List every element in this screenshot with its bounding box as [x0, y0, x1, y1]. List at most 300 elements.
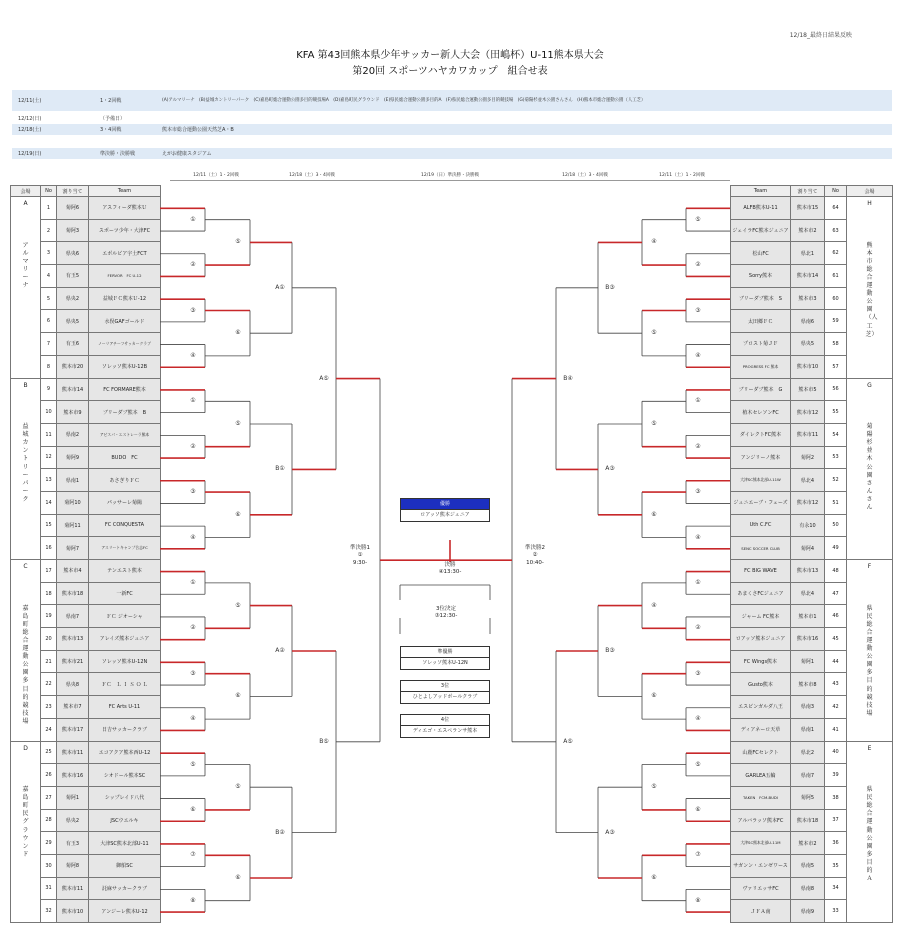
- team-seed: 熊本市11: [791, 423, 825, 446]
- team-no: 9: [41, 378, 57, 401]
- team-seed: 熊本市10: [57, 900, 89, 923]
- round-header: 12/11（土）1・2回戦: [659, 173, 705, 178]
- match-number: ⑥: [235, 874, 241, 881]
- team-name: 日吉サッカークラブ: [89, 718, 161, 741]
- team-seed: 菊阿8: [57, 854, 89, 877]
- team-name: 植木セレソンFC: [731, 401, 791, 424]
- fourth-place-header: 4位: [401, 715, 489, 726]
- team-no: 17: [41, 560, 57, 583]
- team-seed: 県南8: [791, 877, 825, 900]
- match-number: A③: [605, 828, 615, 836]
- schedule-round: 3・4回戦: [100, 127, 122, 133]
- match-number: ②: [190, 624, 196, 632]
- schedule-venue: (A)アルマリーナ (B)益城カントリーパーク (C)嘉島町総合運動公園多目的競技場A (D)嘉島町民グラウンド (E)県民総合運動公園多目的A (F)県民総合運動公園多目的競技場 (G)菊陽杉並木公園さんさん (H)熊本市総合運動公園（人工芝）: [162, 98, 646, 103]
- team-name: JSCウエルキ: [89, 809, 161, 832]
- team-name: プロスト菊ＪＦ: [731, 333, 791, 356]
- team-no: 13: [41, 469, 57, 492]
- team-name: ＪＦＡ南: [731, 900, 791, 923]
- final-title: 決勝: [444, 562, 456, 568]
- match-number: ③: [190, 488, 196, 496]
- match-number: ⑤: [651, 783, 657, 791]
- team-name: ソレッソ熊本U-12N: [89, 650, 161, 673]
- team-seed: 菊阿1: [791, 650, 825, 673]
- team-name: 益城ＦＣ熊本Ｕ-12: [89, 287, 161, 310]
- team-no: 46: [825, 605, 847, 628]
- team-name: Uth C.FC: [731, 514, 791, 537]
- team-name: アンジーレ熊本U-12: [89, 900, 161, 923]
- team-name: Gusto熊本: [731, 673, 791, 696]
- runner-up-team: ソレッソ熊本U-12N: [422, 660, 468, 666]
- semi2-time: 10:40-: [526, 559, 544, 566]
- fourth-place-box: [400, 714, 490, 738]
- schedule-date: 12/12(日): [18, 116, 42, 122]
- team-no: 36: [825, 832, 847, 855]
- team-name: ALFB熊本U-11: [731, 197, 791, 220]
- match-number: ①: [695, 397, 701, 405]
- match-number: ⑥: [651, 874, 657, 881]
- team-no: 8: [41, 355, 57, 378]
- third-place-match-label: [400, 606, 492, 621]
- match-number: B③: [605, 647, 615, 654]
- team-seed: 県央6: [57, 242, 89, 265]
- team-seed: 熊本市14: [57, 378, 89, 401]
- match-number: ⑤: [651, 329, 657, 337]
- team-seed: 有玉3: [57, 832, 89, 855]
- team-seed: 菊阿9: [57, 446, 89, 469]
- team-seed: 有玉5: [57, 265, 89, 288]
- team-seed: 熊本市3: [791, 287, 825, 310]
- team-no: 55: [825, 401, 847, 424]
- team-name: 山鹿FCセレクト: [731, 741, 791, 764]
- match-number: ②: [190, 261, 196, 269]
- team-name: テンエスト熊本: [89, 560, 161, 583]
- team-name: FC FORMARE熊本: [89, 378, 161, 401]
- schedule-date: 12/19(日): [18, 151, 42, 157]
- schedule-round: 1・2回戦: [100, 98, 122, 104]
- match-number: B⑤: [319, 737, 329, 745]
- team-seed: 熊本市15: [791, 197, 825, 220]
- final-label: [400, 562, 500, 577]
- group-venue: 熊本市総合運動公園（人工芝）: [865, 241, 878, 338]
- team-seed: 菊阿11: [57, 514, 89, 537]
- group-venue: アルマリーナ: [22, 241, 29, 290]
- team-seed: 熊本市2: [791, 832, 825, 855]
- team-name: FC Arts U-11: [89, 696, 161, 719]
- team-no: 60: [825, 287, 847, 310]
- match-number: ①: [190, 578, 196, 586]
- team-name: BUDO FC: [89, 446, 161, 469]
- team-seed: 熊本市5: [791, 378, 825, 401]
- team-no: 30: [41, 854, 57, 877]
- champion-header: 優勝: [401, 499, 489, 510]
- team-name: 託麻サッカークラブ: [89, 877, 161, 900]
- team-no: 35: [825, 854, 847, 877]
- no-header: No: [41, 186, 57, 197]
- team-seed: 有玉6: [57, 333, 89, 356]
- team-seed: 有永10: [791, 514, 825, 537]
- runner-up-box: [400, 646, 490, 670]
- semi1-title: 準決勝1: [350, 545, 370, 551]
- team-no: 44: [825, 650, 847, 673]
- match-number: ④: [651, 238, 657, 246]
- match-number: A⑤: [563, 737, 573, 745]
- team-seed: 県南5: [791, 854, 825, 877]
- team-seed: 県南1: [791, 718, 825, 741]
- schedule-date: 12/11(土): [18, 98, 42, 104]
- team-header: Team: [731, 186, 791, 197]
- match-number: ⑦: [190, 851, 196, 859]
- team-no: 4: [41, 265, 57, 288]
- team-name: 水俣GAFゴールド: [89, 310, 161, 333]
- semi2-label: [505, 545, 565, 567]
- team-name: ブリーダブ熊本 S: [731, 287, 791, 310]
- match-number: ②: [695, 261, 701, 269]
- team-no: 58: [825, 333, 847, 356]
- team-seed: 熊本市21: [57, 650, 89, 673]
- team-name: Sorry熊本: [731, 265, 791, 288]
- team-seed: 県央2: [57, 809, 89, 832]
- match-number: A②: [275, 647, 285, 654]
- team-no: 5: [41, 287, 57, 310]
- team-no: 6: [41, 310, 57, 333]
- fourth-place-team: ディエゴ・エスペランサ熊本: [412, 728, 478, 734]
- team-no: 15: [41, 514, 57, 537]
- team-no: 19: [41, 605, 57, 628]
- match-number: ④: [695, 715, 701, 723]
- team-name: エスピンガルダ八王: [731, 696, 791, 719]
- team-seed: 熊本市13: [57, 628, 89, 651]
- team-seed: 菊阿3: [57, 219, 89, 242]
- match-number: ③: [190, 669, 196, 677]
- team-seed: 県南3: [791, 696, 825, 719]
- team-name: 太田郷ＦＣ: [731, 310, 791, 333]
- team-name: TAKEN FCM-BUDI: [731, 786, 791, 809]
- third-place-team: ひとよしアッドボールクラブ: [412, 694, 478, 700]
- schedule-venue: 熊本市総合運動公園天然芝A・B: [162, 127, 234, 133]
- team-seed: 県南2: [57, 423, 89, 446]
- team-no: 12: [41, 446, 57, 469]
- team-seed: 熊本市8: [791, 673, 825, 696]
- match-number: ⑦: [695, 851, 701, 859]
- team-name: 大津SC熊本北部U-11: [89, 832, 161, 855]
- team-seed: 県北2: [791, 741, 825, 764]
- team-name: パッサーレ菊陽: [89, 491, 161, 514]
- team-name: ノーリアチーフサッカークラブ: [89, 333, 161, 356]
- round-header: 12/18（土）3・4回戦: [562, 173, 608, 178]
- team-no: 10: [41, 401, 57, 424]
- schedule-venue: えがお健康スタジアム: [162, 151, 212, 157]
- no-header: No: [825, 186, 847, 197]
- team-seed: 熊本市1: [791, 605, 825, 628]
- match-number: A③: [605, 465, 615, 473]
- team-name: エボルビア宇土FCT: [89, 242, 161, 265]
- team-no: 47: [825, 582, 847, 605]
- team-no: 39: [825, 764, 847, 787]
- schedule-round: （予備日）: [100, 116, 126, 122]
- group-letter: G: [867, 381, 872, 389]
- match-number: ④: [190, 715, 196, 723]
- team-no: 22: [41, 673, 57, 696]
- match-number: ③: [695, 488, 701, 496]
- team-no: 18: [41, 582, 57, 605]
- seed-header: 割り当て: [791, 186, 825, 197]
- match-number: B①: [275, 465, 285, 473]
- team-no: 64: [825, 197, 847, 220]
- team-seed: 熊本市12: [791, 491, 825, 514]
- team-seed: 熊本市14: [791, 265, 825, 288]
- semi1-time: 9:30-: [352, 559, 368, 566]
- schedule-round: 準決勝・決勝戦: [100, 151, 136, 157]
- updated-note: 12/18_最終日結果反映: [789, 32, 852, 39]
- match-number: ⑤: [235, 783, 241, 791]
- team-seed: 菊阿1: [57, 786, 89, 809]
- team-name: FC BIG WAVE: [731, 560, 791, 583]
- team-seed: 県北4: [791, 469, 825, 492]
- match-number: B③: [605, 283, 615, 291]
- team-no: 3: [41, 242, 57, 265]
- match-number: ⑧: [695, 896, 701, 904]
- champion-box: [400, 498, 490, 522]
- match-number: ①: [190, 215, 196, 223]
- group-letter: B: [23, 381, 28, 389]
- team-no: 63: [825, 219, 847, 242]
- match-number: ②: [695, 624, 701, 632]
- team-name: スポーツ少年・大津FC: [89, 219, 161, 242]
- team-no: 59: [825, 310, 847, 333]
- team-seed: 熊本市16: [791, 628, 825, 651]
- team-no: 28: [41, 809, 57, 832]
- team-name: サガンン・エンゼワース: [731, 854, 791, 877]
- group-venue: 嘉島町総合運動公園多目的競技場: [22, 604, 29, 725]
- team-no: 25: [41, 741, 57, 764]
- semi2-title: 準決勝2: [525, 545, 545, 551]
- team-no: 56: [825, 378, 847, 401]
- team-header: Team: [89, 186, 161, 197]
- team-no: 26: [41, 764, 57, 787]
- group-venue: 県民総合運動公園多目的Ａ: [866, 786, 873, 883]
- match-number: ⑥: [235, 692, 241, 700]
- team-name: ＦＣ Ｌ Ｉ Ｓ Ｏ Ｌ: [89, 673, 161, 696]
- team-name: アスリートキャンプ合志FC: [89, 537, 161, 560]
- team-seed: 菊阿10: [57, 491, 89, 514]
- team-no: 41: [825, 718, 847, 741]
- match-number: ⑤: [235, 238, 241, 246]
- match-number: ④: [695, 533, 701, 541]
- team-no: 49: [825, 537, 847, 560]
- team-name: ジャーム FC熊本: [731, 605, 791, 628]
- team-seed: 熊本市16: [57, 764, 89, 787]
- team-no: 54: [825, 423, 847, 446]
- team-name: ＦＣ ジオーシャ: [89, 605, 161, 628]
- match-number: A⑤: [319, 374, 329, 382]
- team-seed: 菊阿2: [791, 446, 825, 469]
- team-seed: 県南7: [57, 605, 89, 628]
- team-seed: 県北4: [791, 582, 825, 605]
- team-name: シオドール熊本SC: [89, 764, 161, 787]
- group-letter: A: [23, 200, 28, 207]
- match-number: A①: [275, 283, 285, 291]
- team-seed: 熊本市11: [57, 877, 89, 900]
- team-seed: 菊阿6: [57, 197, 89, 220]
- runner-up-header: 準優勝: [401, 647, 489, 658]
- team-no: 42: [825, 696, 847, 719]
- team-seed: 県南1: [57, 469, 89, 492]
- team-name: FC Wings熊本: [731, 650, 791, 673]
- match-number: ⑤: [190, 760, 196, 768]
- match-number: ④: [190, 351, 196, 359]
- match-number: ⑥: [695, 805, 701, 813]
- team-name: ブリーダブ熊本 B: [89, 401, 161, 424]
- match-number: ⑥: [235, 510, 241, 518]
- venue-header: 会場: [11, 186, 41, 197]
- team-seed: 熊本市9: [57, 401, 89, 424]
- match-number: ⑤: [695, 215, 701, 223]
- match-number: ③: [190, 306, 196, 314]
- team-no: 50: [825, 514, 847, 537]
- match-number: ⑥: [235, 329, 241, 337]
- team-seed: 熊本市7: [57, 696, 89, 719]
- team-name: アスフィーダ熊本Ｕ: [89, 197, 161, 220]
- team-no: 24: [41, 718, 57, 741]
- group-venue: 益城カントリーパーク: [22, 423, 29, 503]
- team-name: 大津SC熊本北部U-11M: [731, 832, 791, 855]
- team-no: 2: [41, 219, 57, 242]
- team-name: 大津SC熊本北部U-11W: [731, 469, 791, 492]
- team-seed: 菊阿4: [791, 537, 825, 560]
- team-name: FERVOR FC U-12: [89, 265, 161, 288]
- match-number: ①: [190, 397, 196, 405]
- team-no: 43: [825, 673, 847, 696]
- team-no: 38: [825, 786, 847, 809]
- team-name: FC CONQUESTA: [89, 514, 161, 537]
- team-seed: 菊阿5: [791, 786, 825, 809]
- team-seed: 県央2: [57, 287, 89, 310]
- match-number: ⑥: [190, 805, 196, 813]
- team-seed: 熊本市17: [57, 718, 89, 741]
- team-seed: 熊本市2: [791, 219, 825, 242]
- team-no: 14: [41, 491, 57, 514]
- team-no: 40: [825, 741, 847, 764]
- match-number: ④: [651, 601, 657, 609]
- team-name: アルバラッソ熊本FC: [731, 809, 791, 832]
- team-seed: 県央5: [57, 310, 89, 333]
- venue-header: 会場: [847, 186, 893, 197]
- team-name: SENC SOCCER CLUB: [731, 537, 791, 560]
- team-name: ロアッソ熊本ジュニア: [731, 628, 791, 651]
- team-no: 16: [41, 537, 57, 560]
- match-number: ⑤: [695, 760, 701, 768]
- match-number: B②: [275, 828, 285, 836]
- team-seed: 県南7: [791, 764, 825, 787]
- round-header: 12/11（土）1・2回戦: [193, 173, 239, 178]
- team-seed: 熊本市13: [791, 560, 825, 583]
- team-seed: 県北1: [791, 242, 825, 265]
- team-seed: 熊本市18: [57, 582, 89, 605]
- champion-team: ロアッソ熊本ジュニア: [420, 512, 470, 518]
- team-name: シップレイド八代: [89, 786, 161, 809]
- team-name: ジェイラFC熊本ジュニア: [731, 219, 791, 242]
- semi2-num: ②: [532, 552, 538, 559]
- team-no: 57: [825, 355, 847, 378]
- team-name: アンジリーノ熊本: [731, 446, 791, 469]
- match-number: B④: [563, 374, 573, 382]
- group-venue: 県民総合運動公園多目的競技場: [866, 604, 873, 717]
- team-no: 45: [825, 628, 847, 651]
- match-number: ④: [695, 351, 701, 359]
- semi1-label: [330, 545, 390, 567]
- team-no: 27: [41, 786, 57, 809]
- page-title: KFA 第43回熊本県少年サッカー新人大会（田嶋杯）U-11熊本県大会: [296, 50, 604, 61]
- final-time: ④13:30-: [438, 569, 462, 576]
- match-number: ⑥: [651, 510, 657, 518]
- team-no: 1: [41, 197, 57, 220]
- seed-header: 割り当て: [57, 186, 89, 197]
- team-no: 21: [41, 650, 57, 673]
- team-no: 51: [825, 491, 847, 514]
- schedule-date: 12/18(土): [18, 127, 42, 133]
- team-name: あまくさFCジュニア: [731, 582, 791, 605]
- team-no: 53: [825, 446, 847, 469]
- match-number: ②: [190, 442, 196, 450]
- team-no: 23: [41, 696, 57, 719]
- team-seed: 菊阿7: [57, 537, 89, 560]
- team-no: 20: [41, 628, 57, 651]
- team-name: ヴァリエッサFC: [731, 877, 791, 900]
- team-no: 7: [41, 333, 57, 356]
- third-place-box: [400, 680, 490, 704]
- team-name: アビスパ・エストレーラ熊本: [89, 423, 161, 446]
- match-number: ④: [190, 533, 196, 541]
- team-seed: 熊本市12: [791, 401, 825, 424]
- team-name: あさぎりＦＣ: [89, 469, 161, 492]
- group-letter: F: [867, 563, 872, 570]
- team-no: 37: [825, 809, 847, 832]
- third-place-header: 3位: [401, 681, 489, 692]
- match-number: ⑥: [651, 692, 657, 700]
- team-name: GARLEA五輪: [731, 764, 791, 787]
- team-no: 33: [825, 900, 847, 923]
- round-header: 12/18（土）3・4回戦: [289, 173, 335, 178]
- group-letter: D: [23, 744, 28, 752]
- round-header: 12/19（日）準決勝・決勝戦: [421, 173, 479, 178]
- team-no: 31: [41, 877, 57, 900]
- team-seed: 熊本市4: [57, 560, 89, 583]
- team-name: ジュニエーブ・フェーズ: [731, 491, 791, 514]
- team-no: 29: [41, 832, 57, 855]
- group-letter: H: [867, 200, 872, 207]
- team-seed: 熊本市20: [57, 355, 89, 378]
- match-number: ②: [695, 442, 701, 450]
- team-name: ソレッソ熊本U-12B: [89, 355, 161, 378]
- match-number: ⑤: [235, 601, 241, 609]
- team-name: 御船SC: [89, 854, 161, 877]
- team-seed: 熊本市11: [57, 741, 89, 764]
- third-match-time: ③12:30-: [434, 613, 458, 620]
- team-no: 48: [825, 560, 847, 583]
- page-subtitle: 第20回 スポーツハヤカワカップ 組合せ表: [352, 66, 548, 77]
- team-no: 61: [825, 265, 847, 288]
- team-no: 52: [825, 469, 847, 492]
- group-venue: 菊陽杉並木公園さんさん: [866, 423, 873, 512]
- match-number: ⑤: [235, 420, 241, 427]
- team-no: 34: [825, 877, 847, 900]
- match-number: ①: [695, 578, 701, 586]
- team-seed: 熊本市10: [791, 355, 825, 378]
- team-name: アレイズ熊本ジュニア: [89, 628, 161, 651]
- team-name: PROGRESS FC 熊本: [731, 355, 791, 378]
- match-number: ③: [695, 306, 701, 314]
- match-number: ③: [695, 669, 701, 677]
